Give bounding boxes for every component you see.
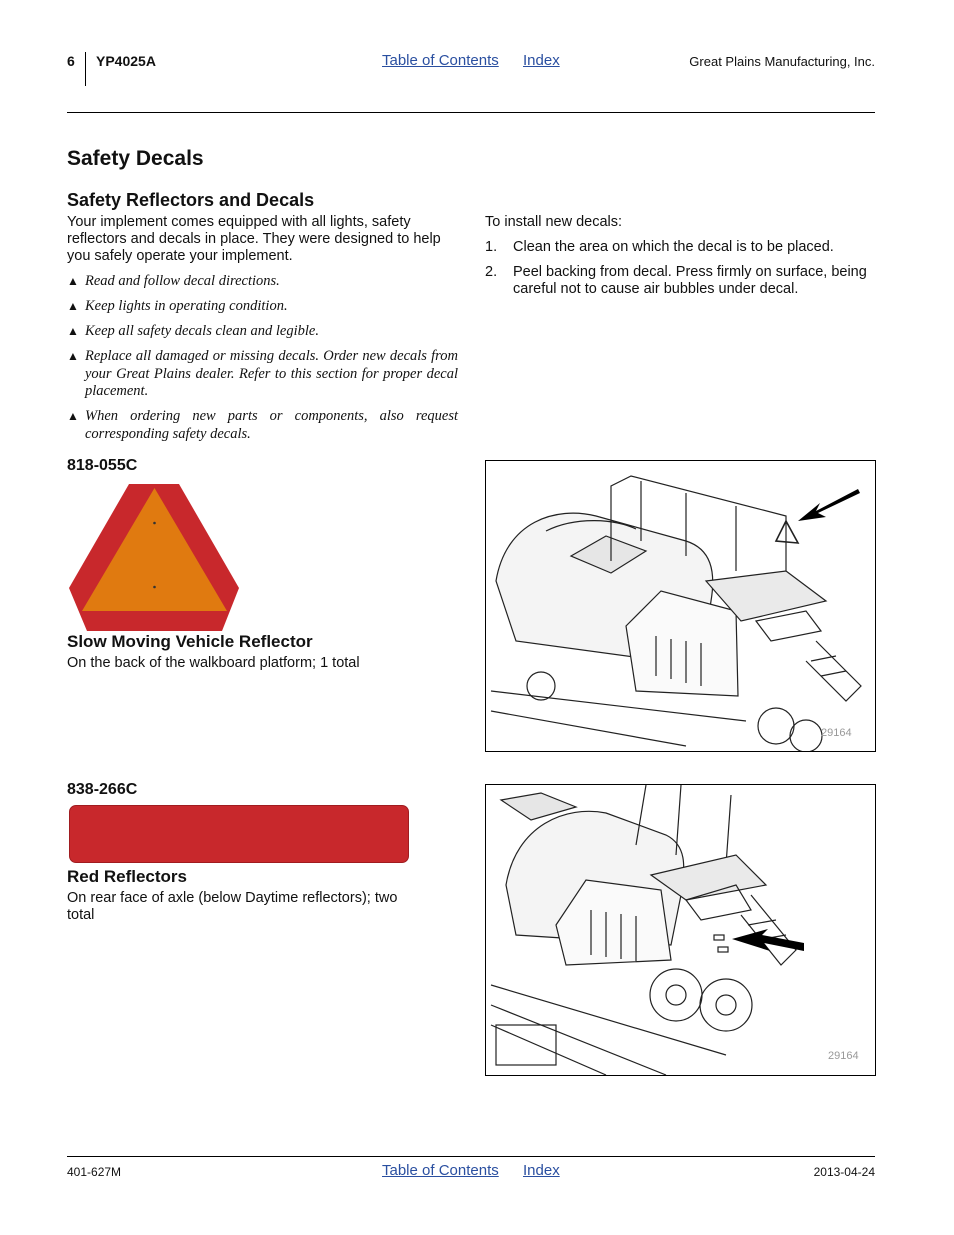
- header-index-link[interactable]: Index: [523, 52, 560, 69]
- warning-triangle-icon: ▲: [67, 324, 79, 338]
- warning-triangle-icon: ▲: [67, 349, 79, 363]
- bullet-item: ▲ When ordering new parts or components, also request corresponding safety decals.: [67, 408, 458, 442]
- bullet-item: ▲ Read and follow decal directions.: [67, 273, 280, 289]
- install-step: 2. Peel backing from decal. Press firmly on surface, being careful not to cause air bubbles under decal.: [485, 264, 867, 297]
- figure-number: 29164: [821, 727, 852, 739]
- figure-number: 29164: [828, 1050, 859, 1062]
- decal-part-number: 818-055C: [67, 457, 138, 474]
- section-title: Safety Decals: [67, 147, 204, 170]
- safety-bullet-list: [67, 273, 458, 451]
- decal-description: On the back of the walkboard platform; 1 total: [67, 655, 360, 671]
- implement-figure-red-reflectors: [485, 784, 876, 1076]
- footer-toc-link[interactable]: Table of Contents: [382, 1162, 499, 1179]
- bullet-item: ▲ Keep all safety decals clean and legible.: [67, 323, 319, 339]
- subsection-title: Safety Reflectors and Decals: [67, 190, 315, 210]
- bullet-item: ▲ Replace all damaged or missing decals. Order new decals from your Great Plains dealer. Refer to this section for proper decal placement.: [67, 348, 458, 399]
- warning-triangle-icon: ▲: [67, 299, 79, 313]
- header-toc-link[interactable]: Table of Contents: [382, 52, 499, 69]
- revision-date: 2013-04-24: [813, 1165, 875, 1179]
- header-divider: [85, 52, 86, 86]
- intro-paragraph: Your implement comes equipped with all lights, safety reflectors and decals in place. They were designed to help you safely operate your implement.: [67, 214, 441, 264]
- header-rule: [67, 112, 875, 113]
- decal-title: Red Reflectors: [67, 867, 187, 886]
- implement-drawing: [486, 785, 875, 1075]
- install-step: 1. Clean the area on which the decal is to be placed.: [485, 239, 834, 255]
- warning-triangle-icon: ▲: [67, 409, 79, 423]
- install-steps: [485, 239, 875, 306]
- model-number: YP4025A: [96, 53, 156, 69]
- manual-number: 401-627M: [67, 1165, 122, 1179]
- decal-title: Slow Moving Vehicle Reflector: [67, 632, 313, 651]
- footer-index-link[interactable]: Index: [523, 1162, 560, 1179]
- page-number: 6: [67, 53, 75, 69]
- install-lead: To install new decals:: [485, 214, 623, 230]
- decal-description: On rear face of axle (below Daytime reflectors); two total: [67, 890, 398, 923]
- warning-triangle-icon: ▲: [67, 274, 79, 288]
- footer-rule: [67, 1156, 875, 1157]
- bullet-item: ▲ Keep lights in operating condition.: [67, 298, 288, 314]
- implement-figure-smv: [485, 460, 876, 752]
- implement-drawing: [486, 461, 875, 751]
- smv-reflector-image: [67, 483, 242, 633]
- company-name: Great Plains Manufacturing, Inc.: [689, 54, 875, 69]
- decal-part-number: 838-266C: [67, 781, 138, 798]
- red-reflector-image: [69, 805, 409, 863]
